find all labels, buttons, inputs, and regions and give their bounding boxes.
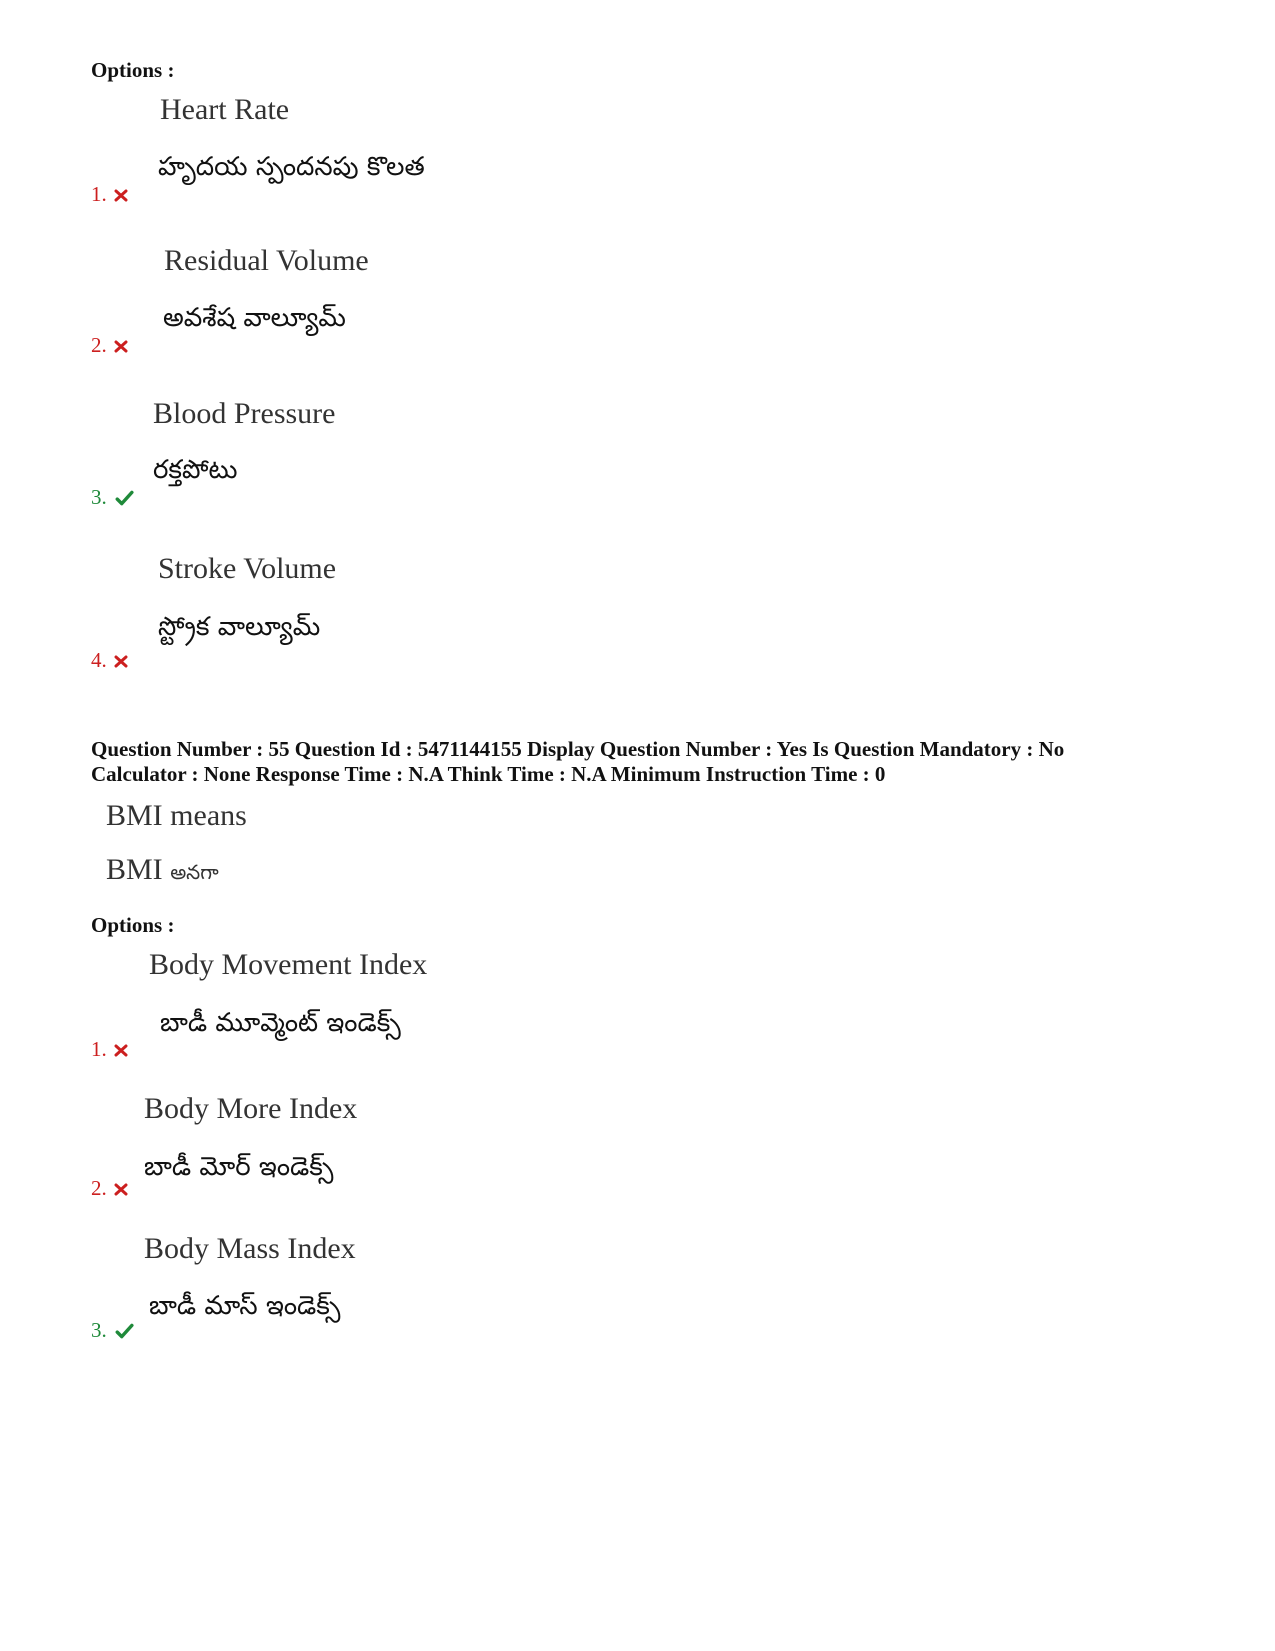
option-3-number [91,485,135,510]
question-text-english: BMI means [106,799,247,832]
question-text-telugu-suffix: అనగా [170,860,219,884]
option-number-text: 4. [91,648,107,672]
q55-option-1-telugu: బాడీ మూవ్మెంట్ ఇండెక్స్ [160,1008,401,1038]
option-1-telugu: హృదయ స్పందనపు కొలత [158,152,425,182]
option-2-number [91,333,129,358]
q55-option-3-telugu: బాడీ మాస్ ఇండెక్స్ [149,1291,341,1321]
option-3-telugu: రక్తపోటు [153,455,238,485]
option-number-text: 1. [91,1037,107,1061]
question-meta-line-1: Question Number : 55 Question Id : 5471144155 Display Question Number : Yes Is Question Mandatory : No [91,737,1065,761]
option-3-english: Blood Pressure [153,397,336,430]
q55-option-2-english: Body More Index [144,1092,358,1125]
option-number-text: 2. [91,333,107,357]
option-4-telugu: స్ట్రోక వాల్యూమ్ [158,612,321,642]
option-number-text: 2. [91,1176,107,1200]
option-2-telugu: అవశేష వాల్యూమ్ [163,303,346,333]
q55-option-1-number [91,1037,129,1062]
q55-option-1-english: Body Movement Index [149,948,428,981]
option-4-english: Stroke Volume [158,552,337,585]
q55-option-3-english: Body Mass Index [144,1232,356,1265]
option-1-english: Heart Rate [160,93,290,126]
q55-option-2-telugu: బాడీ మోర్ ఇండెక్స్ [144,1152,334,1182]
option-number-text: 1. [91,182,107,206]
option-1-number [91,182,129,207]
options-label: Options : [91,913,175,937]
cross-icon [113,1042,129,1058]
cross-icon [113,1181,129,1197]
option-4-number [91,648,129,673]
cross-icon [113,653,129,669]
question-meta [91,737,1064,787]
q55-option-3-number [91,1318,135,1343]
option-number-text: 3. [91,485,107,509]
check-icon [113,1322,135,1340]
q55-option-2-number [91,1176,129,1201]
cross-icon [113,338,129,354]
question-text-telugu [106,853,219,889]
cross-icon [113,187,129,203]
question-text-telugu-prefix: BMI [106,853,163,886]
question-meta-line-2: Calculator : None Response Time : N.A Think Time : N.A Minimum Instruction Time : 0 [91,762,886,786]
option-number-text: 3. [91,1318,107,1342]
check-icon [113,489,135,507]
option-2-english: Residual Volume [164,244,369,277]
options-label: Options : [91,58,175,82]
